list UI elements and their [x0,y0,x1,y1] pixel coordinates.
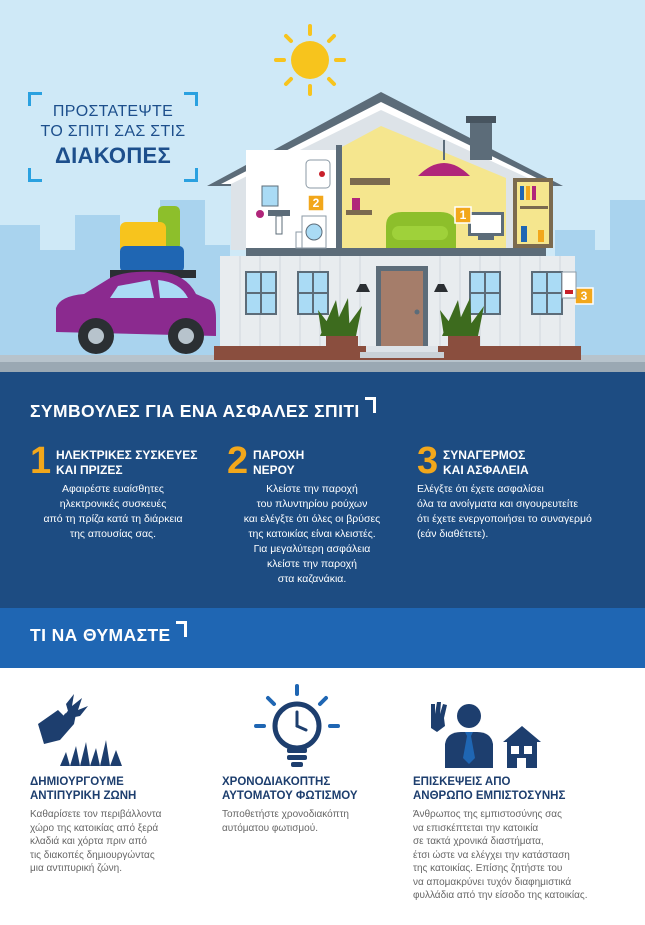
remember-heading [413,775,565,803]
remember-body-line: Άνθρωπος της εμπιστοσύνης σας [413,809,562,820]
tip-body-line: του πλυντηρίου ρούχων [256,498,368,510]
marker-2: 2 [312,196,320,210]
tip-body-line: Ελέγξτε ότι έχετε ασφαλίσει [417,483,544,495]
title-line-3: ΔΙΑΚΟΠΕΣ [55,143,171,168]
remember-body-line: έτσι ώστε να ελέγχει την κατάσταση [413,849,570,861]
remember-body [413,808,588,903]
remember-title-text: ΤΙ ΝΑ ΘΥΜΑΣΤΕ [30,625,171,645]
remember-body-line: Καθαρίσετε τον περιβάλλοντα [30,809,162,820]
tip-heading-line: ΗΛΕΚΤΡΙΚΕΣ ΣΥΣΚΕΥΕΣ [56,448,198,462]
tip-body-line: Αφαιρέστε ευαίσθητες [62,483,164,495]
tip-body-line: της κατοικίας είναι κλειστές. [248,528,376,540]
tip-body [28,482,198,542]
tip-body-line: ότι έχετε ενεργοποιήσει το συναγερμό [417,513,592,525]
brush-fire-icon [30,694,130,774]
tip-heading [443,448,529,478]
remember-body-line: φυλλάδια από την είσοδο της κατοικίας. [413,890,588,901]
tip-body-line: όλα τα ανοίγματα και σιγουρευτείτε [417,498,579,510]
title-line-1: ΠΡΟΣΤΑΤΕΨΤΕ [52,103,174,120]
remember-heading [222,775,358,803]
tip-body [417,482,592,542]
tip-heading-line: ΠΑΡΟΧΗ [253,448,305,462]
remember-body-line: της κατοικίας. Επίσης ζητήστε του [413,863,563,874]
remember-body [30,808,161,876]
tip-heading [253,448,304,478]
tip-heading-line: ΝΕΡΟΥ [253,463,295,477]
tip-body-line: ηλεκτρονικές συσκευές [59,498,167,510]
remember-section-title [30,625,187,646]
remember-body-line: αυτόματου φωτισμού. [222,822,318,834]
remember-heading-line: ΑΝΘΡΩΠΟ ΕΜΠΙΣΤΟΣΥΝΗΣ [413,790,566,802]
remember-body-line: τις διακοπές δημιουργώντας [30,849,155,861]
remember-body-line: χώρο της κατοικίας από ξερά [30,822,159,834]
tip-heading-line: ΚΑΙ ΑΣΦΑΛΕΙΑ [443,463,529,477]
tip-body-line: Για μεγαλύτερη ασφάλεια [253,543,371,555]
tips-section [0,372,645,608]
remember-heading-line: ΔΗΜΙΟΥΡΓΟΥΜΕ [30,776,124,788]
marker-1: 1 [459,208,467,222]
remember-body-line: να απομακρύνει τυχόν διαφημιστικά [413,876,572,888]
tip-heading [56,448,198,478]
remember-heading-line: ΕΠΙΣΚΕΨΕΙΣ ΑΠΟ [413,776,511,788]
remember-body [222,808,349,835]
remember-body-line: σε τακτά χρονικά διαστήματα, [413,836,544,847]
remember-body-line: Τοποθετήστε χρονοδιακόπτη [222,809,349,820]
remember-heading-line: ΧΡΟΝΟΔΙΑΚΟΠΤΗΣ [222,776,331,788]
remember-body-line: να επισκέπτεται την κατοικία [413,822,539,834]
tip-body-line: της απουσίας σας. [69,528,157,540]
remember-heading-line: ΑΥΤΟΜΑΤΟΥ ΦΩΤΙΣΜΟΥ [222,790,358,802]
tips-title-text: ΣΥΜΒΟΥΛΕΣ ΓΙΑ ΕΝΑ ΑΣΦΑΛΕΣ ΣΠΙΤΙ [30,401,360,421]
hero-title [28,92,198,182]
lightbulb-clock-icon [252,682,342,772]
hero-illustration [0,0,645,372]
tip-number: 1 [30,440,52,482]
tip-number: 3 [417,440,439,482]
tip-number: 2 [227,440,249,482]
remember-section-header [0,608,645,668]
tip-body-line: κλείστε την παροχή [267,558,357,570]
tip-body-line: και ελέγξτε ότι όλες οι βρύσες [243,513,381,525]
tip-body-line: Κλείστε την παροχή [266,483,358,495]
tip-body-line: στα καζανάκια. [277,573,347,585]
tip-body-line: από τη πρίζα κατά τη διάρκεια [43,513,183,525]
house-scene [0,0,645,372]
title-line-2: ΤΟ ΣΠΙΤΙ ΣΑΣ ΣΤΙΣ [40,123,186,140]
remember-body-line: κλαδιά και χόρτα πριν από [30,836,147,847]
sun-icon [276,26,344,94]
tip-body-line: (εάν διαθέτετε). [417,528,489,540]
tip-heading-line: ΚΑΙ ΠΡΙΖΕΣ [56,463,123,477]
tip-heading-line: ΣΥΝΑΓΕΡΜΟΣ [443,448,526,462]
remember-body-line: μια αντιπυρική ζώνη. [30,863,123,874]
trusted-person-house-icon [425,702,545,782]
tip-body [217,482,407,587]
remember-heading-line: ΑΝΤΙΠΥΡΙΚΗ ΖΩΝΗ [30,790,137,802]
remember-items [0,668,645,925]
tips-section-title [30,401,376,422]
marker-3: 3 [580,289,588,303]
remember-heading [30,775,136,803]
